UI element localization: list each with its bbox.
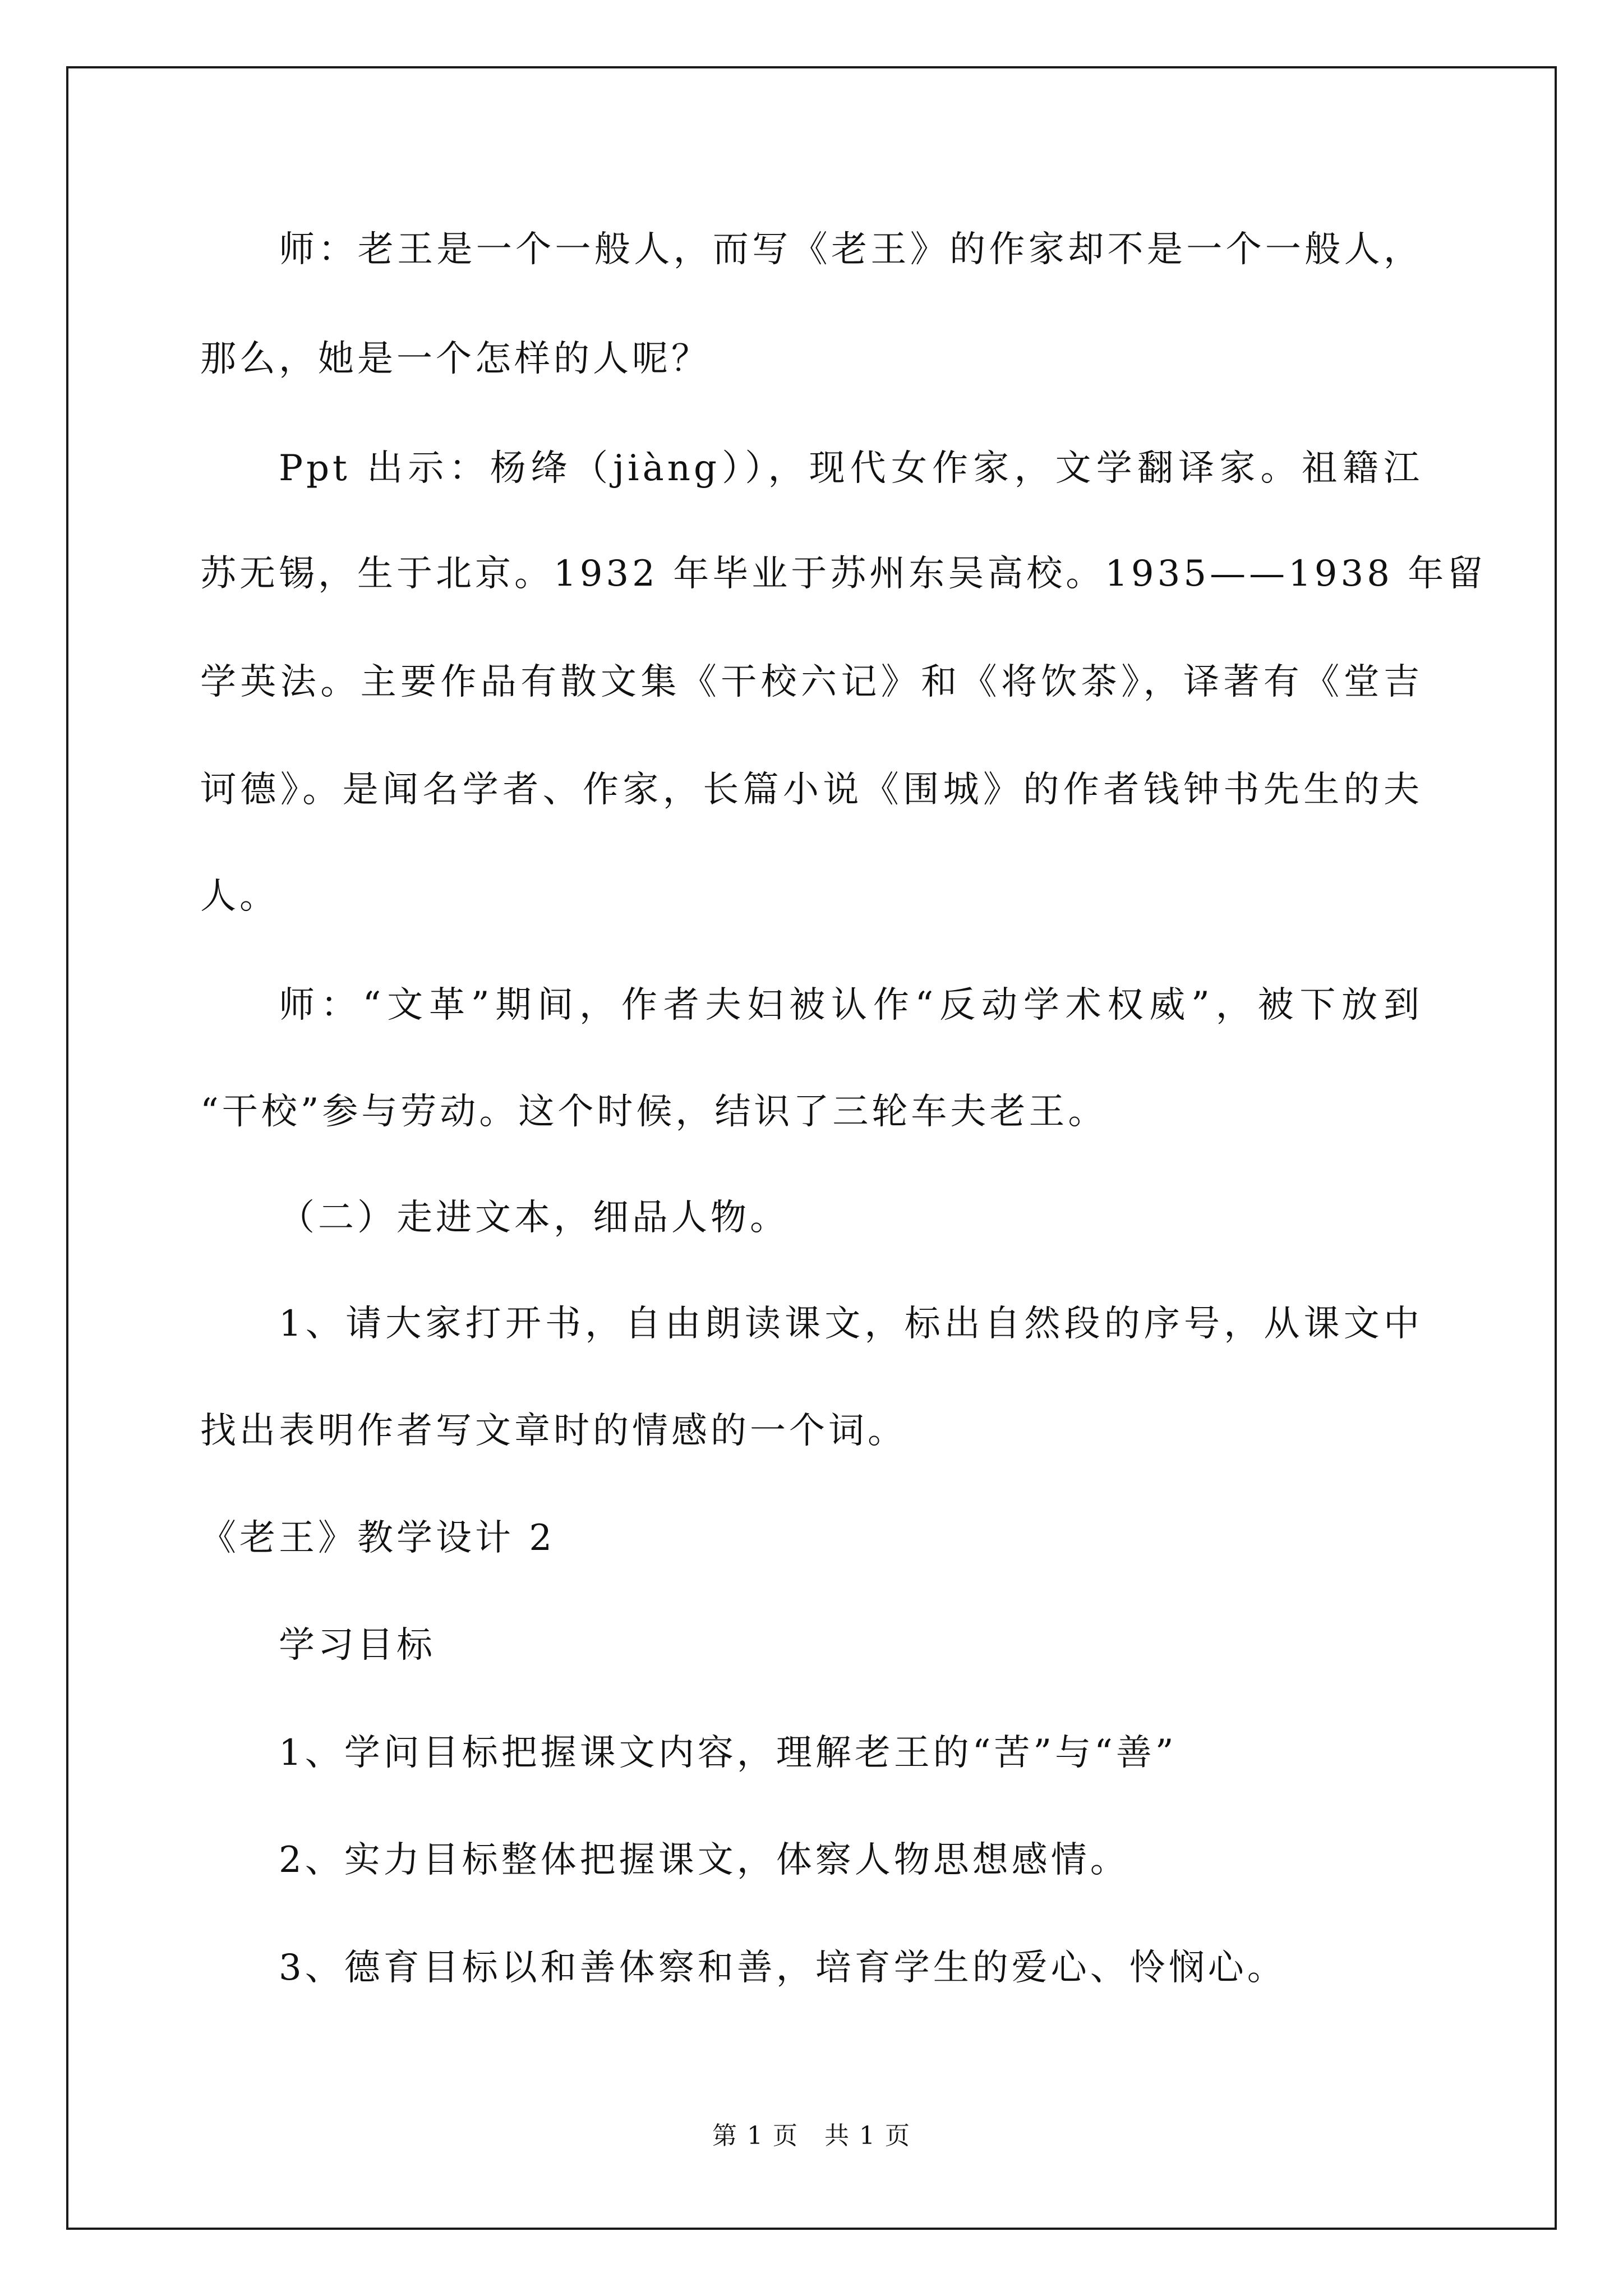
paragraph-line: 人。	[200, 876, 279, 917]
document-heading: 《老王》教学设计 2	[200, 1517, 556, 1559]
list-item: 1、学问目标把握课文内容，理解老王的“苦”与“善”	[279, 1732, 1177, 1774]
paragraph-line: Ppt 出示：杨绛（jiàng）），现代女作家，文学翻译家。祖籍江	[279, 448, 1423, 489]
paragraph-line: 找出表明作者写文章时的情感的一个词。	[200, 1410, 907, 1452]
paragraph-line: 学英法。主要作品有散文集《干校六记》和《将饮茶》，译著有《堂吉	[200, 661, 1423, 703]
list-item: 2、实力目标整体把握课文，体察人物思想感情。	[279, 1839, 1129, 1881]
paragraph-line: 师：老王是一个一般人，而写《老王》的作家却不是一个一般人，	[279, 229, 1423, 270]
paragraph-line: 师：“文革”期间，作者夫妇被认作“反动学术权威”，被下放到	[279, 984, 1423, 1026]
paragraph-line: 1、请大家打开书，自由朗读课文，标出自然段的序号，从课文中	[279, 1303, 1423, 1345]
list-item: 3、德育目标以和善体察和善，培育学生的爱心、怜悯心。	[279, 1947, 1287, 1989]
section-heading: 学习目标	[279, 1625, 436, 1666]
page-footer: 第 1 页 共 1 页	[712, 2122, 911, 2150]
paragraph-line: “干校”参与劳动。这个时候，结识了三轮车夫老王。	[200, 1091, 1108, 1133]
paragraph-line: 诃德》。是闻名学者、作家，长篇小说《围城》的作者钱钟书先生的夫	[200, 769, 1423, 811]
page-border	[66, 66, 1557, 2230]
paragraph-line: 苏无锡，生于北京。1932 年毕业于苏州东吴高校。1935——1938 年留	[200, 553, 1487, 595]
paragraph-line: 那么，她是一个怎样的人呢？	[200, 338, 711, 380]
section-heading: （二）走进文本，细品人物。	[279, 1197, 789, 1239]
